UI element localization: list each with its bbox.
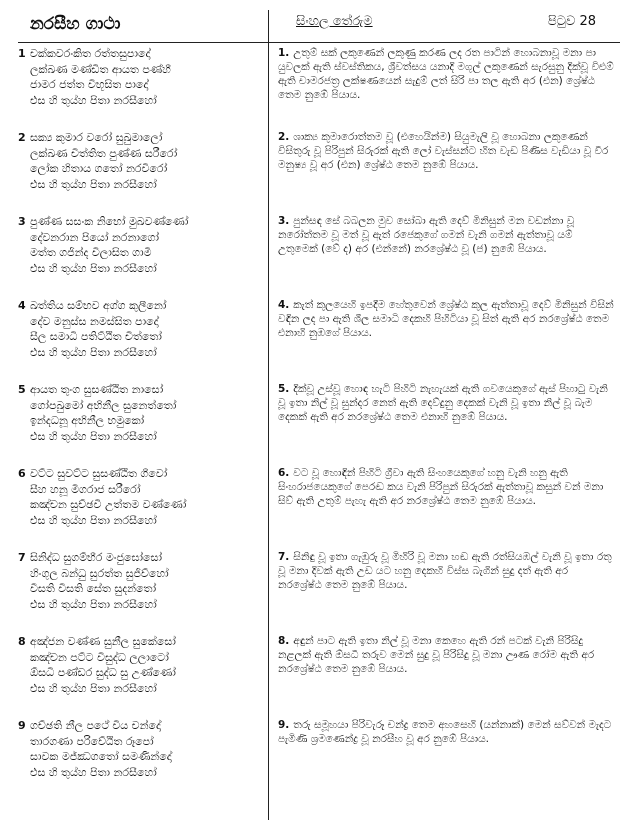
translation-paragraph: [278, 718, 614, 746]
verse-line: 5 ආයත තුංග සුසණ්ඨිත නාසෝ: [18, 383, 164, 396]
verse-number: 1: [18, 47, 26, 60]
verse-line: ලක්ඛණ මණ්ඩිත ආයත පණ්හී: [30, 62, 171, 76]
translation-number: 9.: [278, 719, 290, 731]
verse-number: 7: [18, 551, 26, 564]
translation-number: 8.: [278, 635, 290, 647]
verse: [18, 214, 264, 276]
verse-line: 1 චක්කවරංකිත රත්තසුපාදෝ: [18, 47, 151, 60]
verse-number: 5: [18, 383, 26, 396]
verse-line: දේවනරාන පියෝ නරනාගෝ: [30, 230, 159, 244]
translation-heading: සිංහල තේරුම: [296, 14, 373, 29]
verse-line: සීහ හනූ මිගරාජ සරීරෝ: [30, 482, 141, 496]
translation-text: අඳුන් පාට ඇති ඉතා නිල් වූ මනා කෙහෙ ඇති රන් පටක් වැනි පිරිසිදු නළලක් ඇති ඕසධී තරුව මෙන් සුදු වූ පිරිසිදු වූ මනා ඌණ රෝම ඇති අර නරශ්‍රේෂ්ඨ තෙම නුඹේ පියාය.: [278, 635, 595, 675]
verse-line: එස හි තුය්හ පිතා නරසීහෝ: [30, 681, 157, 695]
translation-text: ශාක්‍ය කුමාරොත්තම වූ (එහෙයින්ම) සියුමැලි වූ හොබනා ලකුණෙන් විසිතුරු වූ පිරිපුන් සිරුරක් ඇති ලෝ වැස්සන්ට හිත වැඩ පිණිස වැඩියා වූ වීර මනුෂ්‍ය වූ අර (එන) ශ්‍රේෂ්ඨ තෙම නුඹේ පියාය.: [278, 131, 609, 171]
verse-line: දේව මනුස්ස නමස්සිත පාදෝ: [30, 314, 159, 328]
verse-line: 3 පුණ්ණ සසංක නිභෝ මුඛවණ්ණෝ: [18, 215, 189, 228]
verse-number: 3: [18, 215, 26, 228]
translation-text: කැත් කුලයෙහි ඉපදීම හේතුවෙන් ශ්‍රේෂ්ඨ කුල ඇත්තාවූ දෙව් මිනිසුන් විසින් වඳින ලද පා ඇති ශීල සමාධි දෙකහි පිහිටියා වූ සිත් ඇති අර නරශ්‍රේෂ්ඨ තෙම එනාහි නුඹගේ පියාය.: [278, 299, 614, 339]
verse-line: එස හි තුය්හ පිතා නරසීහෝ: [30, 345, 157, 359]
verse-number: 2: [18, 131, 26, 144]
header-divider: [18, 42, 620, 43]
verse-line: හිංගුල බන්ධු සුරත්ත සුජිව්හෝ: [30, 566, 169, 580]
translation-paragraph: [278, 214, 614, 256]
verse-line: ඕසධි පණ්ඩර සුද්ධ සු උණ්ණෝ: [30, 666, 176, 679]
verse-line: 4 ඛත්තිය සම්භව අග්ග කුලීනෝ: [18, 299, 167, 312]
verse: [18, 298, 264, 360]
verse: [18, 718, 264, 780]
verse: [18, 130, 264, 192]
verse-line: කඤ්චන සුච්ඡවි උත්තම වණ්ණෝ: [30, 498, 187, 511]
verse: [18, 634, 264, 696]
verse-line: මත්ත ගජින්ද විලාසිත ගාමී: [30, 246, 152, 259]
translation-number: 7.: [278, 551, 290, 563]
translation-number: 1.: [278, 47, 290, 59]
translation-text: පුන්සඳ සේ බබලන මුව සෝබා ඇති දෙව් මිනිසුන් මන වඩන්නා වූ නරෝත්තම වූ මත් වූ ඇත් රජෙකුගේ ගමන් වැනි ගමන් ඇත්තාවූ යම් උතුමෙක් (වේ ද) අර (එන්නේ) නරශ්‍රේෂ්ඨ වූ (ජ) නුඹේ පියාය.: [278, 215, 575, 255]
verse-line: සාවක මජ්ඣගතෝ සමණින්දෝ: [30, 750, 172, 763]
verse-number: 4: [18, 299, 26, 312]
translation-text: සිනිඳු වූ ඉතා ගැඹුරු වූ මිහිරි වූ මනා හඬ ඇති රත්සියඹල් වැනි වූ ඉතා රතු වූ මනා දිවක් ඇති උඩ යට හනු දෙකහි විස්ස බැගින් සුදු දත් ඇති අර නරශ්‍රේෂ්ඨ තෙම නුඹේ පියාය.: [278, 551, 612, 591]
verse-line: 6 වට්ට සුවට්ට සුසණ්ඨිත ගීවෝ: [18, 467, 168, 480]
translation-paragraph: [278, 298, 614, 340]
translation-text: තරු සමූහයා පිරිවැරූ චන්ද්‍ර තෙම අහසෙහි (යන්නාක්) මෙන් සව්වන් මැදට පැමිණි ශ්‍රමණෙන්ද්‍ර වූ නරසීහ වූ අර නුඹේ පියාය.: [278, 719, 612, 745]
verse: [18, 46, 264, 108]
verse-line: 7 සිනිද්ධ සුගම්භීර මංජුඝෝසෝ: [18, 551, 163, 564]
page-number: පිටුව 28: [547, 14, 596, 29]
verse-line: ගෝපඛුමෝ අභිනීල සුනෙත්තෝ: [30, 398, 177, 412]
verse-line: ඉන්දධනූ අභිනීල භමුකෝ: [30, 414, 145, 427]
verse: [18, 382, 264, 444]
verse-line: එස හි තුය්හ පිතා නරසීහෝ: [30, 177, 157, 191]
page-title: නරසීහ ගාථා: [30, 14, 121, 34]
page-header: [0, 8, 638, 42]
verse-number: 6: [18, 467, 26, 480]
verse-line: කඤ්චන පට්ට විසුද්ධ ලලාටෝ: [30, 650, 169, 664]
translation-text: දික්වූ උස්වූ හොඳ හැටි පිහිටි නැහැයක් ඇති ගවයෙකුගේ ඇස් පිහාටු වැනි වූ ඉතා නිල් වූ සුන්දර නෙත් ඇති දෙව්දුනු දෙකක් වැනි වූ ඉතා නිල් වූ බැම දෙකක් ඇති අර නරශ්‍රේෂ්ඨ තෙම එනාහි නුඹේ පියාය.: [278, 383, 608, 423]
translation-paragraph: [278, 634, 614, 676]
verse-line: එස හි තුය්හ පිතා නරසීහෝ: [30, 513, 157, 527]
translation-paragraph: [278, 130, 614, 172]
verse-line: එස හි තුය්හ පිතා නරසීහෝ: [30, 93, 157, 107]
verse-line: එස හි තුය්හ පිතා නරසීහෝ: [30, 597, 157, 611]
translation-paragraph: [278, 466, 614, 508]
translation-paragraph: [278, 382, 614, 424]
verse-line: ලක්ඛණ චිත්තිත පුණ්ණ සරීරෝ: [30, 146, 178, 160]
verse-line: එස හි තුය්හ පිතා නරසීහෝ: [30, 429, 157, 443]
translation-number: 6.: [278, 467, 290, 479]
verse-number: 9: [18, 719, 26, 732]
translation-number: 4.: [278, 299, 290, 311]
verse: [18, 550, 264, 612]
verse-line: 2 සක්‍ය කුමාර වරෝ සුඛුමාලෝ: [18, 131, 163, 144]
verse-line: ජාමර ජත්ත විභූසිත පාදෝ: [30, 78, 149, 91]
translation-text: උතුම් සක් ලකුණෙන් ලකුණු කරණ ලද රත පාටින් හොබනාවූ මනා පා යුවලක් ඇති ස්වස්තිකය, ශ්‍රීවත්සය යනාදි මගුල් ලකුණෙන් සැරසුනු දික්වූ විළුම් ඇති චාමරජත්‍ර ලක්ෂණයෙන් සැදුම් ලත් සිරි පා තල ඇති අර (එන) ශ්‍රේෂ්ඨ තෙම නුඹේ පියාය.: [278, 47, 614, 101]
verse-line: 9 ගච්ඡති නීල පථේ විය චන්දෝ: [18, 719, 161, 732]
verse-line: ලෝක හිතාය ගතෝ නරවීරෝ: [30, 162, 168, 175]
verse-line: සීල සමාධි පතිට්ඨිත චිත්තෝ: [30, 330, 162, 343]
translation-number: 2.: [278, 131, 290, 143]
verse-line: තාරගණා පරිවේඨිත රූපෝ: [30, 734, 154, 748]
verse-number: 8: [18, 635, 26, 648]
translation-paragraph: [278, 550, 614, 592]
translation-number: 3.: [278, 215, 290, 227]
verse-line: එස හි තුය්හ පිතා නරසීහෝ: [30, 765, 157, 779]
translation-number: 5.: [278, 383, 290, 395]
verse-line: එස හි තුය්හ පිතා නරසීහෝ: [30, 261, 157, 275]
translation-text: වට වූ හොඳින් පිහිටි ග්‍රීවා ඇති සිංහයෙකුගේ හනු වැනි හනු ඇති සිංහරාජයෙකුගේ පෙරඬ කය වැනි පිරිපුන් සිරුරක් ඇත්තාවූ කසුන් වන් මනා සිව් ඇති උතුම් පැහැ ඇති අර නරශ්‍රේෂ්ඨ තෙම නුඹේ පියාය.: [278, 467, 604, 507]
column-divider: [268, 10, 269, 820]
verse-line: වීසති වීසති සේත සුදන්තෝ: [30, 582, 157, 595]
translation-paragraph: [278, 46, 614, 102]
verse: [18, 466, 264, 528]
verse-line: 8 අඤ්ජන වණ්ණ සුනීල සුකේසෝ: [18, 635, 176, 648]
